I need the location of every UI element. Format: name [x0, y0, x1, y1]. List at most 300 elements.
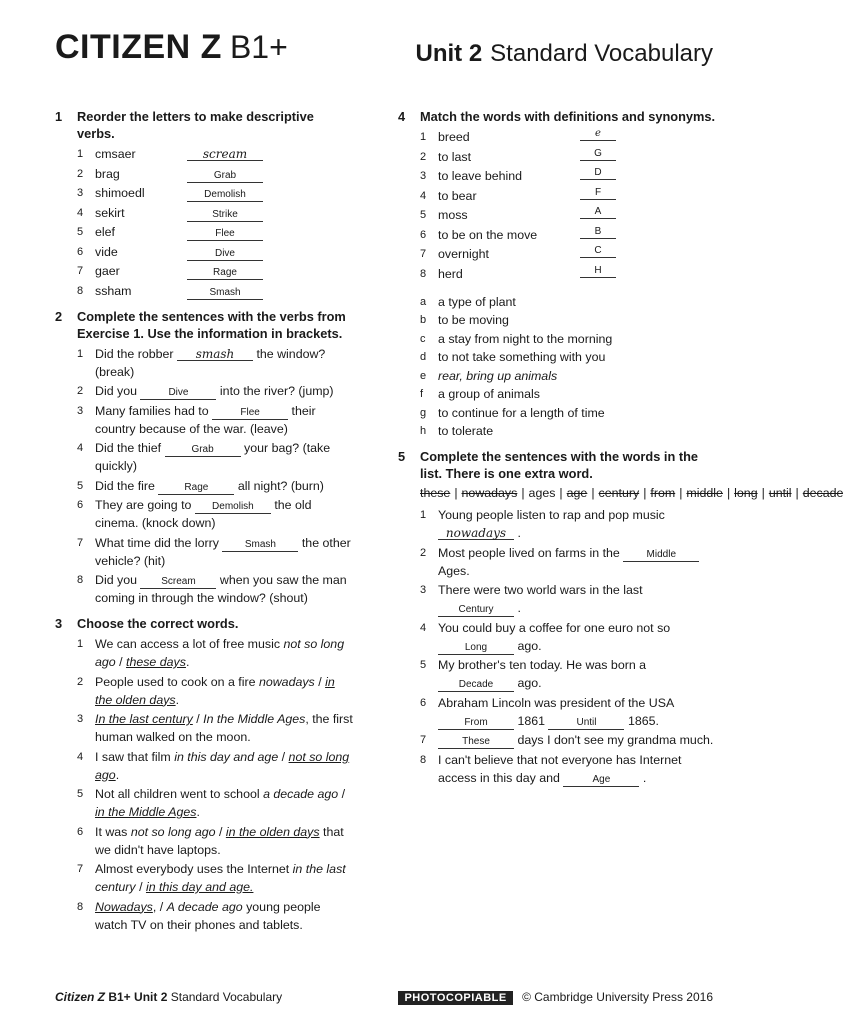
- word-separator: |: [761, 486, 765, 500]
- answer-blank: Dive: [140, 387, 216, 400]
- ex1-items: [55, 145, 355, 300]
- item-text: [95, 282, 355, 300]
- item-number: 1: [77, 148, 84, 160]
- word-list: [398, 485, 843, 502]
- item-number: 3: [77, 404, 84, 417]
- item-number: 8: [77, 574, 84, 586]
- sentence-end: Ages.: [438, 563, 470, 578]
- sentence-end: the old cinema. (knock down): [95, 498, 312, 530]
- item-text: [438, 265, 718, 283]
- sentence-start: Many families had to: [95, 403, 209, 418]
- answer-blank: Scream: [140, 576, 216, 589]
- sentence-start: We can access a lot of free music: [95, 637, 284, 651]
- answer-blank: Demolish: [187, 189, 263, 202]
- option-1: in this day and age: [174, 749, 279, 764]
- list-item: [55, 243, 355, 261]
- definition-letter: c: [420, 332, 426, 345]
- match-word: overnight: [438, 247, 489, 261]
- list-item: [398, 506, 718, 542]
- exercise-number: 2: [55, 308, 63, 324]
- word-separator: |: [559, 486, 563, 500]
- list-item: [398, 544, 718, 580]
- item-text: [95, 145, 355, 163]
- definition-item: [398, 348, 718, 366]
- scrambled-word: elef: [95, 225, 115, 239]
- exercise-number: 4: [398, 109, 406, 124]
- definition-text: to tolerate: [438, 424, 494, 438]
- answer-blank: Rage: [187, 267, 263, 280]
- sentence-end: 1865.: [627, 713, 659, 728]
- item-number: 6: [420, 696, 427, 709]
- item-text: [95, 571, 355, 607]
- option-separator: /: [135, 880, 146, 894]
- list-word: middle: [686, 486, 723, 500]
- list-item: [55, 282, 355, 300]
- sentence-start: There were two world wars in the last: [438, 583, 643, 597]
- brand-level: B1+: [229, 29, 288, 65]
- list-item: [55, 439, 355, 475]
- sentence-end: , the first human walked on the moon.: [95, 712, 353, 744]
- item-number: 5: [77, 226, 84, 238]
- answer-blank: D: [580, 167, 616, 180]
- answer-blank: Flee: [212, 407, 288, 420]
- item-number: 2: [420, 546, 427, 559]
- option-2: In the Middle Ages: [203, 712, 306, 726]
- answer-blank: Demolish: [195, 501, 271, 514]
- answer-blank: A: [580, 206, 616, 219]
- item-text: [95, 635, 355, 671]
- item-text: [95, 402, 355, 438]
- option-1: nowadays: [258, 674, 315, 689]
- option-separator: /: [278, 749, 289, 764]
- answer-blank: Until: [548, 717, 624, 730]
- list-word: nowadays: [461, 486, 518, 500]
- definition-letter: h: [420, 425, 427, 437]
- answer-blank: Smash: [187, 287, 263, 300]
- option-separator: , /: [152, 899, 167, 914]
- answer-blank: B: [580, 226, 616, 239]
- scrambled-word: ssham: [95, 283, 132, 298]
- answer-blank: Grab: [165, 444, 241, 457]
- word-separator: |: [454, 486, 458, 500]
- sentence-start: Did the robber: [95, 346, 174, 361]
- answer-blank: C: [580, 245, 616, 258]
- item-number: 3: [420, 584, 427, 596]
- word-separator: |: [591, 486, 595, 500]
- answer-blank: Age: [563, 774, 639, 787]
- definition-letter: e: [420, 369, 427, 382]
- sentence-start: It was: [95, 824, 131, 839]
- item-text: [438, 187, 718, 205]
- list-word: these: [420, 486, 451, 500]
- header-brand: [55, 28, 288, 67]
- sentence-end: all night? (burn): [237, 478, 324, 493]
- option-separator: /: [338, 787, 346, 801]
- word-separator: |: [726, 486, 731, 500]
- right-column: [398, 108, 843, 795]
- match-word: to be on the move: [438, 227, 538, 242]
- item-number: 8: [77, 900, 84, 913]
- list-item: [55, 496, 355, 532]
- list-item: [55, 145, 355, 163]
- answer-blank: Century: [438, 604, 514, 617]
- sentence-end: your bag? (take quickly): [95, 441, 331, 473]
- definition-text: a stay from night to the morning: [438, 331, 613, 346]
- item-number: 5: [77, 788, 84, 800]
- scrambled-word: gaer: [95, 264, 120, 278]
- sentence-end: that we didn't have laptops.: [95, 824, 344, 857]
- unit-label: Unit 2: [415, 40, 483, 67]
- definition-text: to not take something with you: [438, 350, 606, 364]
- list-item: [55, 165, 355, 183]
- scrambled-word: cmsaer: [95, 147, 136, 161]
- item-text: [95, 496, 355, 532]
- match-word: moss: [438, 208, 468, 222]
- match-word: to leave behind: [438, 169, 523, 183]
- list-item: [55, 860, 355, 896]
- list-word: age: [566, 486, 588, 500]
- ex2-items: [55, 345, 355, 608]
- left-column: [55, 108, 355, 942]
- option-1: not so long ago: [130, 824, 216, 839]
- ex4-definitions: [398, 293, 718, 441]
- item-text: [438, 656, 718, 692]
- ex5-items: [398, 506, 718, 787]
- list-item: [398, 128, 718, 146]
- exercise-2: [55, 308, 355, 608]
- sentence-end: .: [196, 805, 200, 819]
- item-number: 5: [420, 209, 427, 221]
- item-number: 1: [77, 638, 84, 650]
- list-item: [55, 785, 355, 821]
- definition-text: a group of animals: [438, 387, 540, 401]
- item-number: 7: [77, 863, 84, 875]
- answer-blank: smash: [177, 348, 253, 361]
- list-item: [55, 635, 355, 671]
- item-number: 3: [77, 713, 84, 725]
- item-text: [438, 751, 718, 787]
- item-number: 3: [420, 170, 427, 182]
- list-item: [398, 731, 718, 749]
- footer-level: B1+: [108, 990, 131, 1004]
- item-number: 4: [420, 621, 427, 634]
- answer-blank: Middle: [623, 549, 699, 562]
- item-number: 1: [420, 509, 427, 521]
- sentence-end: .: [517, 526, 521, 540]
- sentence-end: the other vehicle? (hit): [95, 535, 351, 568]
- item-number: 7: [420, 248, 427, 260]
- list-item: [398, 751, 718, 787]
- sentence-end: .: [115, 767, 120, 782]
- item-text: [95, 710, 355, 746]
- answer-blank: Smash: [222, 539, 298, 552]
- item-number: 2: [420, 150, 427, 163]
- footer: [55, 990, 713, 1004]
- footer-right: [398, 990, 713, 1004]
- sentence-end: ago.: [517, 638, 542, 653]
- footer-unit: Unit 2: [134, 990, 168, 1004]
- sentence-start: You could buy a coffee for one euro not so: [438, 620, 671, 635]
- item-text: [95, 823, 355, 859]
- item-text: [95, 382, 355, 400]
- list-word: decade: [802, 486, 843, 500]
- list-item: [398, 619, 718, 655]
- sentence-end: .: [642, 770, 647, 785]
- definition-item: [398, 422, 718, 440]
- definition-text: a type of plant: [438, 294, 516, 309]
- option-2: these days: [126, 655, 186, 669]
- definition-letter: a: [420, 295, 427, 308]
- exercise-3: [55, 615, 355, 934]
- option-separator: /: [192, 712, 204, 726]
- list-item: [398, 581, 718, 617]
- item-number: 4: [77, 750, 84, 763]
- item-text: [95, 534, 355, 570]
- exercise-5: [398, 448, 843, 787]
- list-item: [55, 477, 355, 495]
- item-text: [438, 506, 718, 542]
- list-item: [398, 265, 718, 283]
- item-number: 2: [77, 675, 84, 688]
- match-word: to last: [438, 149, 472, 164]
- answer-blank: Grab: [187, 170, 263, 183]
- item-text: [438, 544, 718, 580]
- answer-blank: These: [438, 736, 514, 749]
- sentence-start: Young people listen to rap and pop music: [438, 508, 665, 522]
- option-2: in this day and age.: [145, 880, 254, 894]
- option-1: in the last century: [95, 862, 346, 894]
- item-number: 4: [77, 206, 84, 219]
- item-text: [438, 581, 718, 617]
- item-number: 1: [420, 131, 427, 143]
- list-item: [55, 673, 355, 709]
- list-item: [55, 898, 355, 934]
- ex4-items: [398, 128, 718, 283]
- sentence-end: .: [175, 692, 180, 707]
- sentence-start: Most people lived on farms in the: [438, 545, 620, 560]
- sentence-start: Did you: [95, 573, 138, 587]
- answer-blank: H: [580, 265, 616, 278]
- item-number: 2: [77, 167, 84, 180]
- sentence-end: ago.: [517, 676, 542, 690]
- definition-letter: g: [420, 406, 427, 419]
- sentence-end: the window? (break): [95, 346, 326, 379]
- item-number: 7: [77, 536, 84, 549]
- sentence-end: .: [185, 655, 190, 669]
- sentence-start: My brother's ten today. He was born a: [438, 658, 647, 672]
- list-word: ages: [528, 486, 556, 500]
- item-text: [438, 148, 718, 166]
- option-1: In the last century: [95, 712, 193, 726]
- item-number: 5: [420, 659, 427, 671]
- word-separator: |: [643, 486, 647, 500]
- unit-title: Standard Vocabulary: [490, 40, 713, 67]
- item-number: 8: [77, 284, 84, 297]
- item-text: [438, 731, 718, 749]
- sentence-start: Did the fire: [95, 478, 155, 493]
- list-word: from: [650, 486, 676, 500]
- item-number: 2: [77, 385, 84, 397]
- answer-blank: Decade: [438, 679, 514, 692]
- scrambled-word: sekirt: [95, 205, 125, 220]
- option-separator: /: [215, 824, 226, 839]
- answer-blank: From: [438, 717, 514, 730]
- definition-letter: d: [420, 351, 427, 363]
- answer-blank: G: [580, 148, 616, 161]
- sentence-end: when you saw the man coming in through the window? (shout): [95, 573, 347, 605]
- sentence-start: Not all children went to school: [95, 787, 264, 801]
- item-text: [438, 619, 718, 655]
- item-number: 8: [420, 267, 427, 280]
- list-item: [55, 748, 355, 784]
- definition-item: [398, 293, 718, 311]
- item-number: 6: [77, 825, 84, 838]
- word-separator: |: [521, 486, 525, 500]
- sentence-start: I saw that film: [95, 749, 175, 764]
- header-unit: [416, 40, 714, 68]
- word-separator: |: [679, 486, 683, 500]
- item-text: [95, 898, 355, 934]
- exercise-4: [398, 108, 718, 440]
- exercise-number: 3: [55, 616, 63, 631]
- item-text: [95, 243, 355, 261]
- item-text: [95, 748, 355, 784]
- definition-text: to continue for a length of time: [438, 405, 605, 420]
- definition-letter: b: [420, 314, 427, 326]
- list-item: [398, 206, 718, 224]
- answer-blank: e: [580, 128, 616, 141]
- match-word: to bear: [438, 188, 477, 203]
- option-2: not so long ago: [95, 749, 350, 782]
- sentence-start: Did you: [95, 384, 138, 398]
- item-number: 7: [77, 265, 84, 277]
- sentence-end: into the river? (jump): [219, 384, 334, 398]
- item-number: 6: [77, 499, 84, 511]
- option-2: in the olden days: [225, 824, 320, 839]
- definition-item: [398, 330, 718, 348]
- list-item: [398, 245, 718, 263]
- option-2: A decade ago: [166, 899, 243, 914]
- answer-blank: Long: [438, 642, 514, 655]
- definition-item: [398, 367, 718, 385]
- item-text: [95, 223, 355, 241]
- list-item: [55, 571, 355, 607]
- item-number: 4: [420, 189, 427, 202]
- photocopiable-badge: PHOTOCOPIABLE: [398, 991, 512, 1005]
- sentence-end: young people watch TV on their phones and tablets.: [95, 899, 321, 932]
- list-item: [55, 262, 355, 280]
- option-1: a decade ago: [263, 787, 339, 801]
- option-separator: /: [115, 655, 127, 669]
- footer-brand: Citizen Z: [55, 990, 105, 1004]
- scrambled-word: shimoedl: [95, 186, 145, 200]
- sentence-start: Almost everybody uses the Internet: [95, 862, 293, 876]
- scrambled-word: vide: [95, 244, 118, 259]
- list-item: [55, 534, 355, 570]
- answer-blank: nowadays: [438, 527, 514, 540]
- definition-text: rear, bring up animals: [438, 368, 558, 383]
- item-text: [95, 673, 355, 709]
- item-text: [95, 439, 355, 475]
- sentence-end: .: [517, 601, 521, 615]
- list-item: [398, 148, 718, 166]
- copyright: © Cambridge University Press 2016: [522, 990, 713, 1004]
- option-2: in the Middle Ages: [95, 805, 197, 819]
- answer-blank: F: [580, 187, 616, 200]
- exercise-1: [55, 108, 355, 300]
- answer-blank: Dive: [187, 248, 263, 261]
- exercise-number: 5: [398, 449, 406, 464]
- option-1: not so long ago: [95, 637, 345, 669]
- item-text: [438, 694, 718, 730]
- item-number: 7: [420, 734, 427, 746]
- definition-item: [398, 385, 718, 403]
- item-text: [438, 167, 718, 185]
- word-separator: |: [795, 486, 799, 500]
- item-number: 8: [420, 753, 427, 766]
- sentence-end: days I don't see my grandma much.: [517, 733, 714, 747]
- item-number: 3: [77, 187, 84, 199]
- sentence-start: What time did the lorry: [95, 535, 219, 550]
- item-text: [95, 785, 355, 821]
- item-text: [95, 345, 355, 381]
- item-number: 4: [77, 442, 84, 454]
- list-item: [55, 223, 355, 241]
- item-number: 1: [77, 347, 84, 360]
- item-text: [438, 128, 718, 146]
- answer-blank: Rage: [158, 482, 234, 495]
- ex3-items: [55, 635, 355, 934]
- exercise-instruction: Complete the sentences with the words in the list. There is one extra word.: [420, 449, 699, 481]
- list-word: long: [734, 486, 758, 500]
- item-text: [95, 860, 355, 896]
- list-item: [55, 204, 355, 222]
- list-item: [55, 382, 355, 400]
- answer-blank: Flee: [187, 228, 263, 241]
- definition-item: [398, 311, 718, 329]
- answer-blank: Strike: [187, 209, 263, 222]
- exercise-number: 1: [55, 109, 63, 124]
- sentence-start: They are going to: [95, 498, 192, 512]
- item-text: [95, 477, 355, 495]
- option-separator: /: [314, 674, 326, 689]
- item-number: 5: [77, 479, 84, 492]
- sentence-end: their country because of the war. (leave): [95, 403, 316, 436]
- list-item: [55, 345, 355, 381]
- footer-left: [55, 990, 282, 1004]
- list-item: [398, 187, 718, 205]
- footer-title: Standard Vocabulary: [170, 990, 283, 1004]
- sentence-start: People used to cook on a fire: [95, 674, 259, 689]
- answer-blank: scream: [187, 148, 263, 161]
- list-item: [55, 184, 355, 202]
- exercise-instruction: Choose the correct words.: [77, 616, 239, 631]
- year-text: 1861: [517, 713, 546, 728]
- list-item: [398, 167, 718, 185]
- list-item: [55, 823, 355, 859]
- item-text: [438, 226, 718, 244]
- list-item: [398, 226, 718, 244]
- list-item: [398, 656, 718, 692]
- definition-letter: f: [420, 388, 424, 400]
- option-1: Nowadays: [95, 899, 153, 914]
- exercise-instruction: Reorder the letters to make descriptive verbs.: [77, 109, 314, 141]
- brand-name: CITIZEN Z: [55, 28, 222, 66]
- exercise-instruction: Complete the sentences with the verbs from Exercise 1. Use the information in brackets.: [77, 308, 346, 341]
- item-text: [95, 165, 355, 183]
- item-number: 6: [420, 228, 427, 241]
- list-item: [55, 402, 355, 438]
